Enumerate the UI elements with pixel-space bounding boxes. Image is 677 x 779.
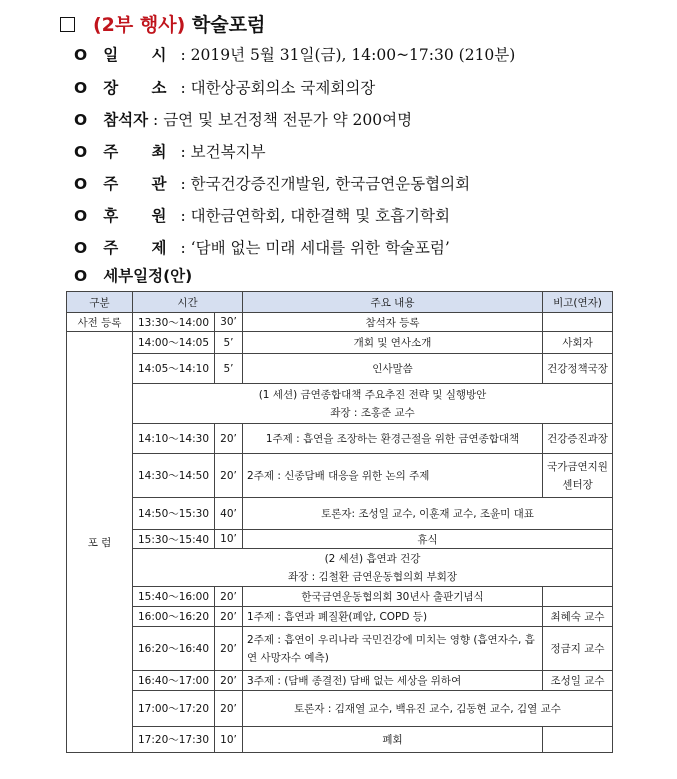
header-time: 시간 (133, 292, 243, 313)
content-cell: 1주제 : 흡연과 폐질환(폐암, COPD 등) (243, 607, 543, 627)
info-line-attendees (74, 108, 412, 130)
section-heading (60, 10, 265, 37)
info-value: : ‘담배 없는 미래 세대를 위한 학술포럼’ (180, 239, 450, 257)
note-cell: 건강정책국장 (543, 354, 613, 384)
info-line-host (74, 140, 266, 162)
info-line-theme (74, 236, 450, 258)
header-content: 주요 내용 (243, 292, 543, 313)
session-row (67, 549, 613, 587)
table-row (67, 424, 613, 454)
category-cell: 사전 등록 (67, 313, 133, 332)
duration-cell: 20’ (215, 627, 243, 671)
note-cell: 국가금연지원 센터장 (543, 454, 613, 498)
note-cell: 사회자 (543, 332, 613, 354)
checkbox-square-icon (60, 17, 75, 32)
table-row (67, 627, 613, 671)
content-cell: 개회 및 연사소개 (243, 332, 543, 354)
time-cell: 16:40～17:00 (133, 671, 215, 691)
session-row (67, 384, 613, 424)
duration-cell: 10’ (215, 727, 243, 753)
table-row (67, 313, 613, 332)
table-row (67, 530, 613, 549)
table-row (67, 498, 613, 530)
bullet-icon: O (74, 111, 88, 129)
duration-cell: 5’ (215, 332, 243, 354)
session-chair: 좌장 : 조홍준 교수 (330, 406, 415, 419)
time-cell: 16:20～16:40 (133, 627, 215, 671)
session-cell (133, 549, 613, 587)
info-label: 장 소 (103, 79, 181, 97)
duration-cell: 40’ (215, 498, 243, 530)
duration-cell: 30’ (215, 313, 243, 332)
bullet-icon: O (74, 143, 88, 161)
session-title: (1 세션) 금연종합대책 주요추진 전략 및 실행방안 (258, 388, 487, 401)
time-cell: 14:50～15:30 (133, 498, 215, 530)
info-label: 후 원 (103, 207, 181, 225)
content-cell: 참석자 등록 (243, 313, 543, 332)
content-cell: 한국금연운동협의회 30년사 출판기념식 (243, 587, 543, 607)
time-cell: 15:30～15:40 (133, 530, 215, 549)
time-cell: 16:00～16:20 (133, 607, 215, 627)
info-line-datetime (74, 43, 515, 65)
note-cell (543, 313, 613, 332)
duration-cell: 20’ (215, 587, 243, 607)
bullet-icon: O (74, 239, 88, 257)
note-cell: 정금지 교수 (543, 627, 613, 671)
content-cell: 2주제 : 흡연이 우리나라 국민건강에 미치는 영향 (흡연자수, 흡연 사망자수 예측) (243, 627, 543, 671)
session-chair: 좌장 : 김철환 금연운동협의회 부회장 (287, 570, 458, 583)
note-cell: 최혜숙 교수 (543, 607, 613, 627)
info-value: : 대한상공회의소 국제회의장 (180, 79, 376, 97)
duration-cell: 20’ (215, 671, 243, 691)
time-cell: 13:30～14:00 (133, 313, 215, 332)
table-row (67, 727, 613, 753)
time-cell: 14:30～14:50 (133, 454, 215, 498)
content-cell: 휴식 (243, 530, 613, 549)
content-cell: 1주제 : 흡연을 조장하는 환경근절을 위한 금연종합대책 (243, 424, 543, 454)
duration-cell: 20’ (215, 424, 243, 454)
content-cell: 토론자 : 김재열 교수, 백유진 교수, 김동현 교수, 김열 교수 (243, 691, 613, 727)
info-label: 주 최 (103, 143, 181, 161)
table-row (67, 691, 613, 727)
info-line-sponsor (74, 204, 450, 226)
table-row (67, 607, 613, 627)
bullet-icon: O (74, 79, 88, 97)
duration-cell: 5’ (215, 354, 243, 384)
session-cell (133, 384, 613, 424)
time-cell: 14:00～14:05 (133, 332, 215, 354)
table-row (67, 671, 613, 691)
table-row (67, 332, 613, 354)
info-line-schedule (74, 264, 192, 286)
info-line-venue (74, 76, 375, 98)
note-cell: 조성일 교수 (543, 671, 613, 691)
bullet-icon: O (74, 267, 88, 285)
content-cell: 토론자: 조성일 교수, 이훈재 교수, 조윤미 대표 (243, 498, 613, 530)
content-cell: 2주제 : 신종담배 대응을 위한 논의 주제 (243, 454, 543, 498)
note-cell: 건강증진과장 (543, 424, 613, 454)
duration-cell: 20’ (215, 607, 243, 627)
info-label: 일 시 (103, 46, 181, 64)
info-label: 주 관 (103, 175, 181, 193)
info-label: 세부일정(안) (103, 267, 193, 285)
time-cell: 14:05～14:10 (133, 354, 215, 384)
heading-title: 학술포럼 (191, 14, 266, 36)
category-cell: 포 럼 (67, 332, 133, 753)
time-cell: 14:10～14:30 (133, 424, 215, 454)
info-value: : 한국건강증진개발원, 한국금연운동협의회 (180, 175, 471, 193)
info-line-organizer (74, 172, 470, 194)
content-cell: 3주제 : (담배 종결전) 담배 없는 세상을 위하여 (243, 671, 543, 691)
info-label: 주 제 (103, 239, 181, 257)
bullet-icon: O (74, 207, 88, 225)
content-cell: 폐회 (243, 727, 543, 753)
duration-cell: 20’ (215, 691, 243, 727)
session-title: (2 세션) 흡연과 건강 (324, 552, 421, 565)
time-cell: 15:40～16:00 (133, 587, 215, 607)
info-label: 참석자 (103, 111, 149, 129)
info-value: : 2019년 5월 31일(금), 14:00~17:30 (210분) (180, 46, 516, 64)
header-note: 비고(연자) (543, 292, 613, 313)
note-cell (543, 727, 613, 753)
bullet-icon: O (74, 46, 88, 64)
table-header-row (67, 292, 613, 313)
info-value: : 금연 및 보건정책 전문가 약 200여명 (153, 111, 413, 129)
table-row (67, 587, 613, 607)
bullet-icon: O (74, 175, 88, 193)
table-row (67, 454, 613, 498)
time-cell: 17:20～17:30 (133, 727, 215, 753)
note-cell (543, 587, 613, 607)
duration-cell: 20’ (215, 454, 243, 498)
schedule-table (66, 291, 613, 753)
heading-prefix: (2부 행사) (93, 14, 186, 36)
duration-cell: 10’ (215, 530, 243, 549)
content-cell: 인사말씀 (243, 354, 543, 384)
time-cell: 17:00～17:20 (133, 691, 215, 727)
info-value: : 대한금연학회, 대한결핵 및 호흡기학회 (180, 207, 450, 225)
info-value: : 보건복지부 (180, 143, 266, 161)
header-category: 구분 (67, 292, 133, 313)
table-row (67, 354, 613, 384)
